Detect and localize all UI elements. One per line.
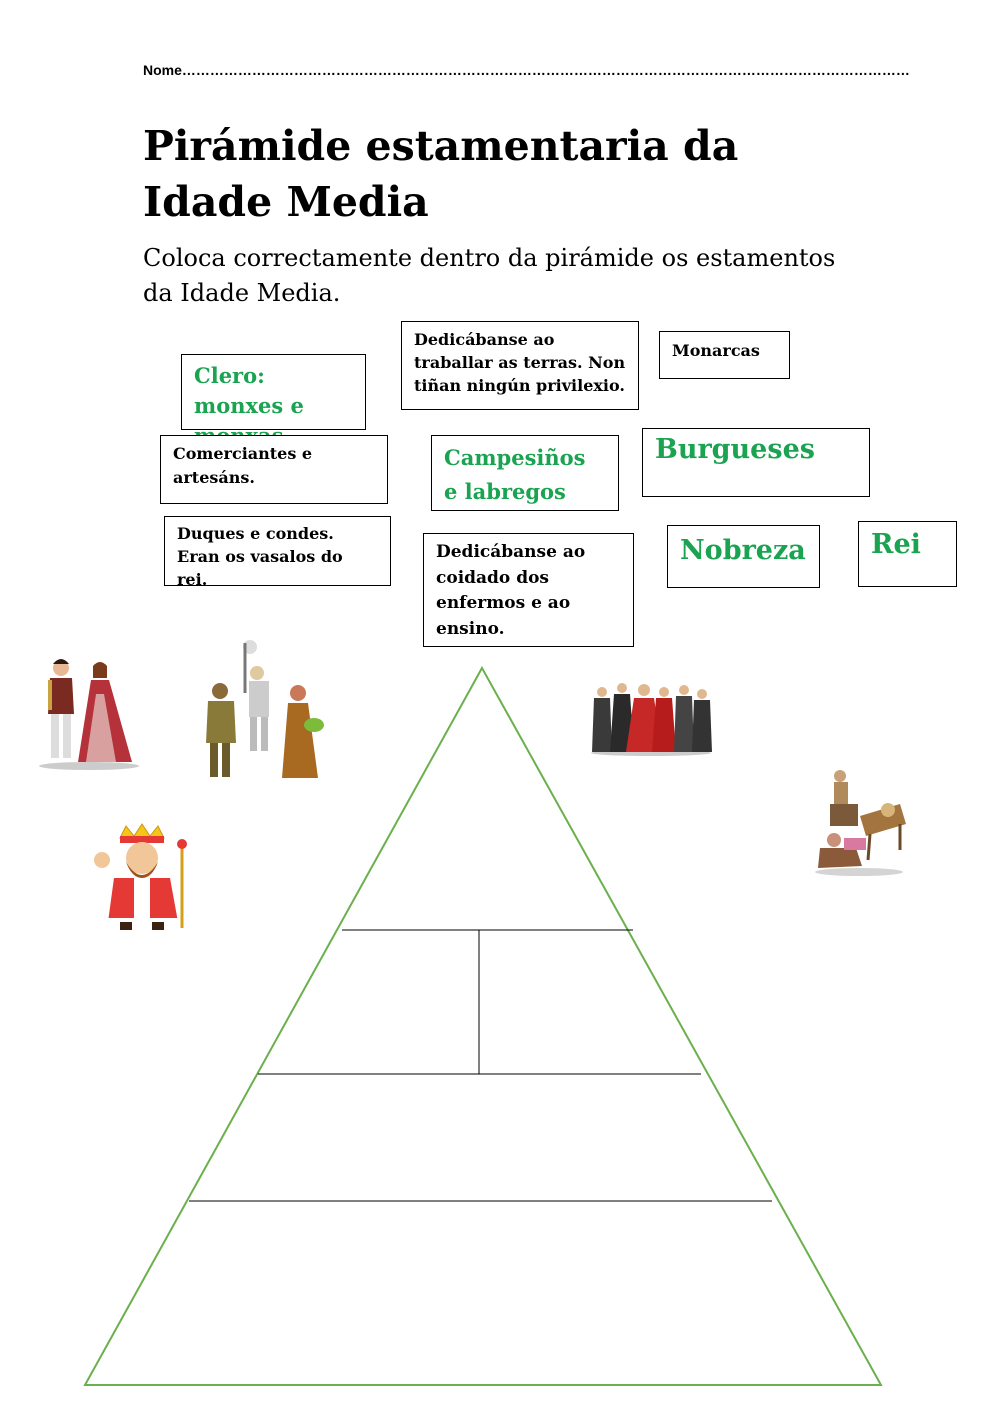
card-text: Rei	[871, 529, 921, 560]
pyramid-outline	[85, 668, 881, 1385]
card-text: Clero: monxes e	[194, 363, 304, 418]
card-text: Monarcas	[672, 341, 760, 360]
card-text: Dedicábanse ao traballar as terras. Non tiñan ningún privilexio.	[414, 330, 626, 395]
name-line: Nome…………………………………………………………………………………………………………………………………………	[143, 62, 910, 78]
card-text: Dedicábanse ao coidado dos enfermos e ao ensino.	[436, 542, 586, 639]
instructions: Coloca correctamente dentro da pirámide os estamentos da Idade Media.	[143, 244, 836, 307]
card-text: Campesiños e labregos	[444, 445, 586, 504]
page-title: Pirámide estamentaria da Idade Media	[143, 122, 739, 226]
card-text: Burgueses	[655, 434, 815, 465]
card-text: Duques e condes. Eran os vasalos do rei.	[177, 524, 343, 589]
card-text: Nobreza	[680, 535, 806, 566]
card-text: Comerciantes e artesáns.	[173, 444, 313, 487]
